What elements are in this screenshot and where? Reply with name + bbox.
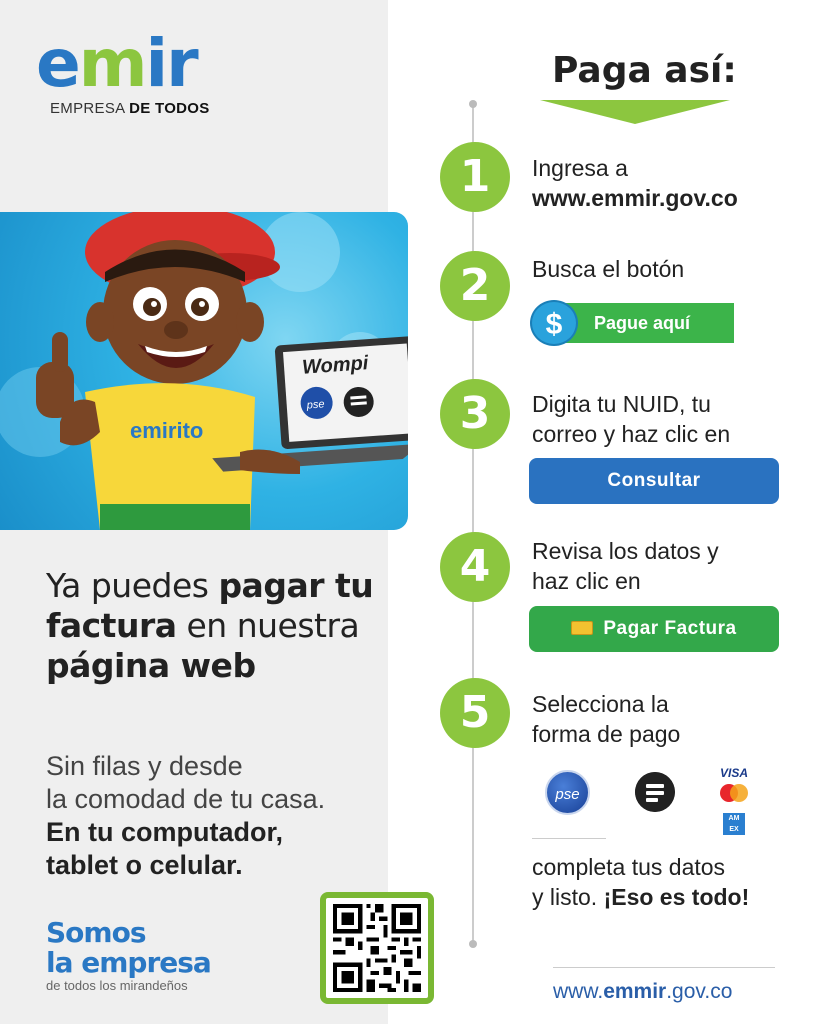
step-2-number: 2 [440, 251, 510, 321]
step-1-number: 1 [440, 142, 510, 212]
pague-aqui-label: Pague aquí [554, 303, 734, 343]
step-5-text: Selecciona la forma de pago [532, 691, 681, 747]
footer-divider [553, 967, 775, 968]
step-4-text: Revisa los datos y haz clic en [532, 538, 719, 594]
timeline-dot [469, 940, 477, 948]
logo-tagline: EMPRESA DE TODOS [50, 100, 210, 117]
footer-url[interactable]: www.emmir.gov.co [553, 980, 733, 1003]
step-5-number: 5 [440, 678, 510, 748]
dollar-coin-icon: $ [530, 300, 578, 346]
timeline-line [472, 104, 474, 944]
pagar-factura-button[interactable] [529, 606, 779, 652]
emir-logo [36, 25, 236, 124]
step-3-text: Digita tu NUID, tu correo y haz clic en [532, 391, 731, 447]
pagar-factura-label: Pagar Factura [603, 618, 737, 639]
shirt-text: emirito [130, 418, 204, 443]
step-1-text: Ingresa a www.emmir.gov.co [532, 155, 738, 211]
laptop-brand-text: Wompi [301, 352, 370, 379]
step-1-url[interactable]: www.emmir.gov.co [532, 185, 738, 211]
somos-slogan: Somos la empresa de todos los mirandeños [46, 916, 211, 993]
title-arrow [540, 100, 730, 124]
step-2-text: Busca el botón [532, 256, 685, 282]
left-panel [0, 0, 388, 1024]
pse-icon[interactable]: pse [545, 770, 590, 815]
svg-text:pse: pse [306, 398, 325, 412]
instructions-title: Paga así: [552, 50, 737, 91]
consultar-button[interactable]: Consultar [529, 458, 779, 504]
timeline-dot [469, 100, 477, 108]
mascot-image [0, 212, 408, 530]
step-3-number: 3 [440, 379, 510, 449]
closing-text: completa tus datos y listo. ¡Eso es todo! [532, 854, 750, 910]
visa-icon: VISA [719, 766, 748, 780]
credit-card-icon [571, 621, 593, 635]
step-4-number: 4 [440, 532, 510, 602]
card-brands[interactable] [713, 766, 755, 836]
mastercard-icon [713, 782, 755, 804]
bre-b-icon[interactable] [635, 772, 675, 812]
subtext: Sin filas y desde la comodad de tu casa. En tu computador, tablet o celular. [46, 751, 326, 880]
headline: Ya puedes pagar tu factura en nuestra página web [46, 566, 374, 685]
separator [532, 838, 606, 839]
logo-wordmark: e m ir [36, 25, 197, 102]
amex-icon: AM EX [723, 813, 745, 835]
pague-aqui-button[interactable] [530, 300, 734, 346]
